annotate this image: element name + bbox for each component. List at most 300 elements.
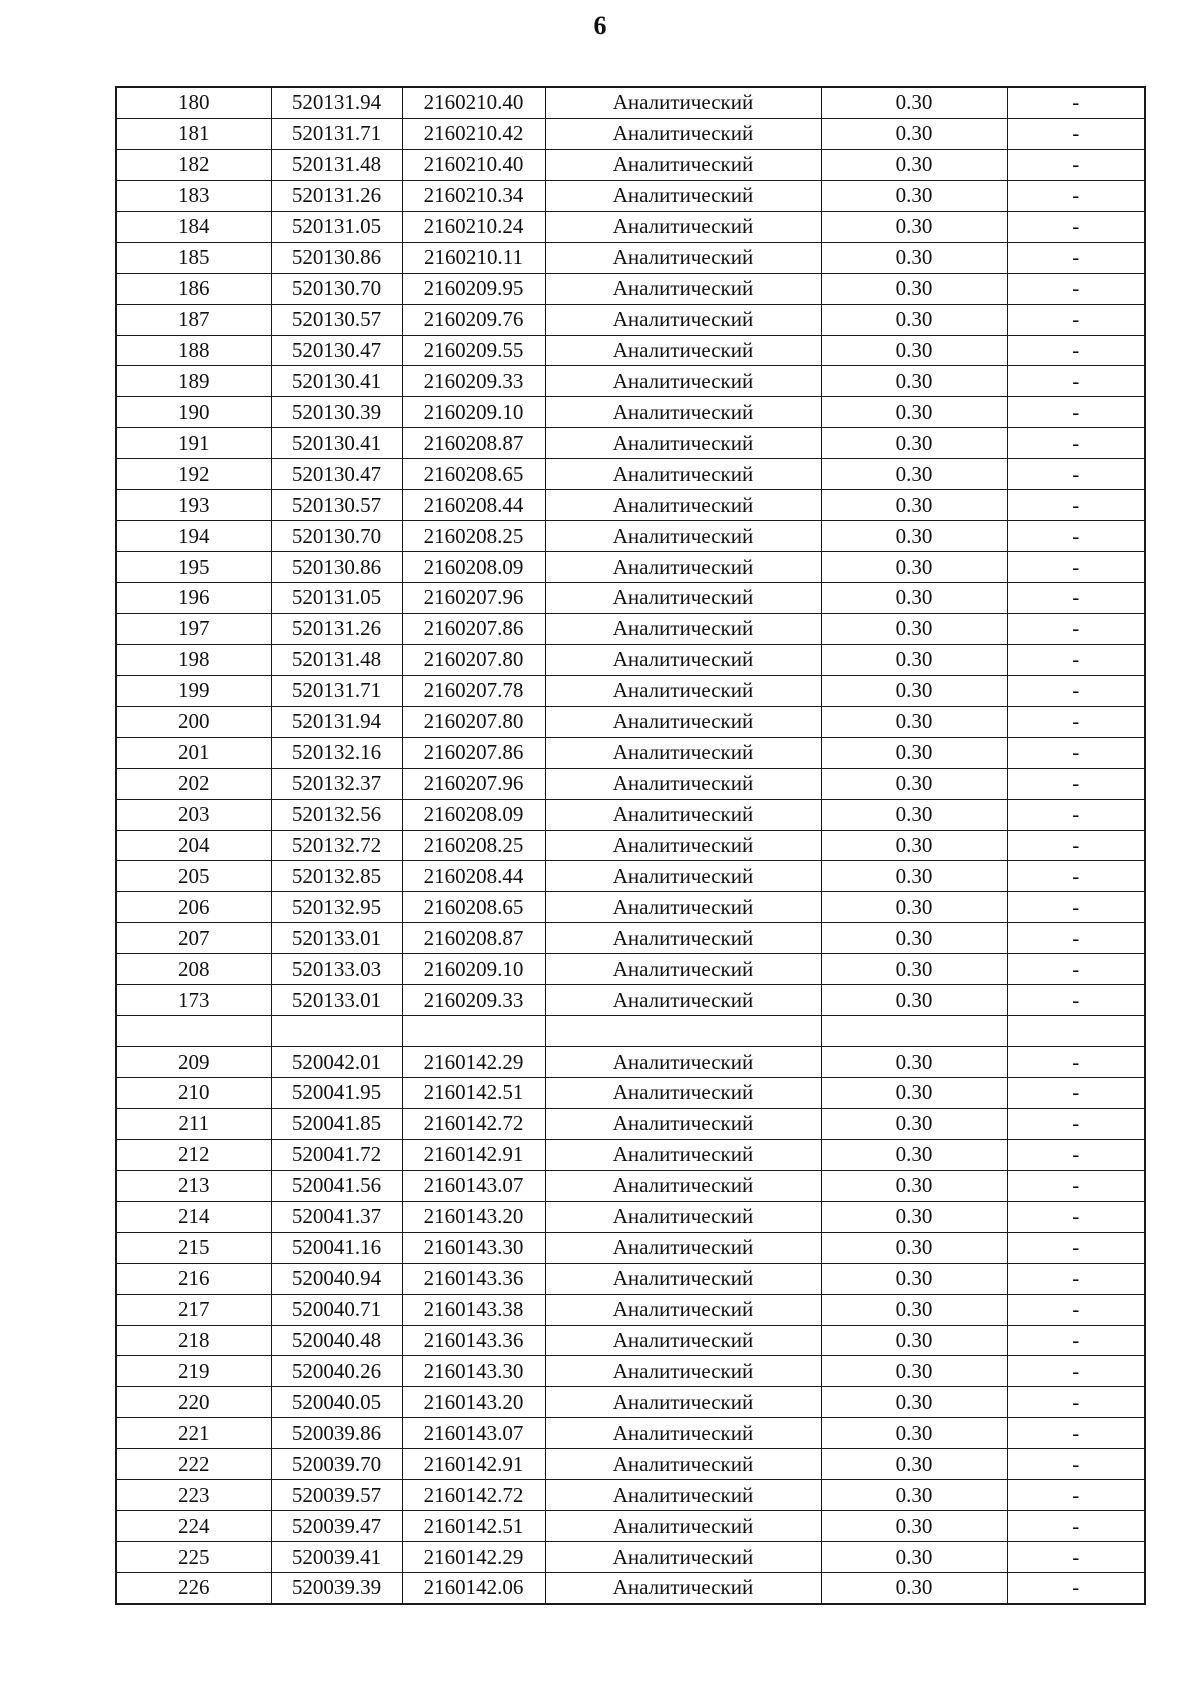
y-coordinate-cell: 2160142.06 bbox=[402, 1573, 545, 1604]
x-coordinate-cell: 520131.48 bbox=[271, 149, 402, 180]
table-row bbox=[116, 644, 1145, 675]
note-cell: - bbox=[1007, 861, 1145, 892]
y-coordinate-cell: 2160209.55 bbox=[402, 335, 545, 366]
y-coordinate-cell: 2160210.34 bbox=[402, 180, 545, 211]
y-coordinate-cell: 2160142.91 bbox=[402, 1139, 545, 1170]
accuracy-cell: 0.30 bbox=[821, 335, 1007, 366]
x-coordinate-cell: 520041.72 bbox=[271, 1139, 402, 1170]
note-cell: - bbox=[1007, 675, 1145, 706]
y-coordinate-cell: 2160209.95 bbox=[402, 273, 545, 304]
point-number-cell: 190 bbox=[116, 397, 271, 428]
y-coordinate-cell: 2160207.80 bbox=[402, 644, 545, 675]
x-coordinate-cell: 520131.05 bbox=[271, 583, 402, 614]
table-row bbox=[116, 1480, 1145, 1511]
note-cell: - bbox=[1007, 490, 1145, 521]
note-cell: - bbox=[1007, 1449, 1145, 1480]
accuracy-cell: 0.30 bbox=[821, 1387, 1007, 1418]
note-cell: - bbox=[1007, 644, 1145, 675]
x-coordinate-cell: 520039.39 bbox=[271, 1573, 402, 1604]
y-coordinate-cell: 2160210.42 bbox=[402, 118, 545, 149]
accuracy-cell: 0.30 bbox=[821, 242, 1007, 273]
method-cell: Аналитический bbox=[545, 552, 821, 583]
x-coordinate-cell: 520130.41 bbox=[271, 366, 402, 397]
table-row bbox=[116, 706, 1145, 737]
point-number-cell: 188 bbox=[116, 335, 271, 366]
x-coordinate-cell: 520041.37 bbox=[271, 1201, 402, 1232]
table-row bbox=[116, 613, 1145, 644]
table-row bbox=[116, 1542, 1145, 1573]
x-coordinate-cell: 520040.94 bbox=[271, 1263, 402, 1294]
method-cell: Аналитический bbox=[545, 1356, 821, 1387]
y-coordinate-cell: 2160208.65 bbox=[402, 892, 545, 923]
y-coordinate-cell: 2160207.96 bbox=[402, 583, 545, 614]
y-coordinate-cell: 2160142.51 bbox=[402, 1511, 545, 1542]
y-coordinate-cell: 2160207.78 bbox=[402, 675, 545, 706]
method-cell: Аналитический bbox=[545, 644, 821, 675]
note-cell: - bbox=[1007, 1325, 1145, 1356]
method-cell: Аналитический bbox=[545, 985, 821, 1016]
accuracy-cell: 0.30 bbox=[821, 892, 1007, 923]
table-row bbox=[116, 1263, 1145, 1294]
page-number: 6 bbox=[593, 11, 607, 40]
note-cell: - bbox=[1007, 242, 1145, 273]
note-cell: - bbox=[1007, 1573, 1145, 1604]
y-coordinate-cell: 2160208.65 bbox=[402, 459, 545, 490]
method-cell: Аналитический bbox=[545, 954, 821, 985]
point-number-cell: 215 bbox=[116, 1232, 271, 1263]
y-coordinate-cell: 2160207.80 bbox=[402, 706, 545, 737]
y-coordinate-cell: 2160143.30 bbox=[402, 1232, 545, 1263]
point-number-cell: 220 bbox=[116, 1387, 271, 1418]
x-coordinate-cell: 520130.86 bbox=[271, 242, 402, 273]
accuracy-cell: 0.30 bbox=[821, 799, 1007, 830]
y-coordinate-cell: 2160208.44 bbox=[402, 490, 545, 521]
note-cell: - bbox=[1007, 552, 1145, 583]
table-row bbox=[116, 1201, 1145, 1232]
note-cell: - bbox=[1007, 1201, 1145, 1232]
table-row bbox=[116, 273, 1145, 304]
x-coordinate-cell: 520131.94 bbox=[271, 706, 402, 737]
table-row bbox=[116, 459, 1145, 490]
point-number-cell: 181 bbox=[116, 118, 271, 149]
x-coordinate-cell: 520039.86 bbox=[271, 1418, 402, 1449]
table-row bbox=[116, 490, 1145, 521]
x-coordinate-cell: 520130.39 bbox=[271, 397, 402, 428]
method-cell: Аналитический bbox=[545, 1263, 821, 1294]
method-cell: Аналитический bbox=[545, 861, 821, 892]
note-cell: - bbox=[1007, 1139, 1145, 1170]
point-number-cell: 202 bbox=[116, 768, 271, 799]
x-coordinate-cell: 520130.86 bbox=[271, 552, 402, 583]
method-cell bbox=[545, 1016, 821, 1047]
accuracy-cell: 0.30 bbox=[821, 1201, 1007, 1232]
note-cell: - bbox=[1007, 211, 1145, 242]
method-cell: Аналитический bbox=[545, 1294, 821, 1325]
note-cell: - bbox=[1007, 1294, 1145, 1325]
point-number-cell: 187 bbox=[116, 304, 271, 335]
table-row bbox=[116, 1232, 1145, 1263]
x-coordinate-cell: 520041.95 bbox=[271, 1078, 402, 1109]
x-coordinate-cell: 520133.03 bbox=[271, 954, 402, 985]
point-number-cell: 212 bbox=[116, 1139, 271, 1170]
y-coordinate-cell: 2160143.36 bbox=[402, 1263, 545, 1294]
x-coordinate-cell: 520041.16 bbox=[271, 1232, 402, 1263]
table-row bbox=[116, 335, 1145, 366]
y-coordinate-cell bbox=[402, 1016, 545, 1047]
x-coordinate-cell: 520130.70 bbox=[271, 273, 402, 304]
point-number-cell: 197 bbox=[116, 613, 271, 644]
note-cell: - bbox=[1007, 397, 1145, 428]
accuracy-cell: 0.30 bbox=[821, 1108, 1007, 1139]
point-number-cell: 186 bbox=[116, 273, 271, 304]
note-cell: - bbox=[1007, 923, 1145, 954]
y-coordinate-cell: 2160207.86 bbox=[402, 613, 545, 644]
accuracy-cell: 0.30 bbox=[821, 304, 1007, 335]
point-number-cell: 211 bbox=[116, 1108, 271, 1139]
method-cell: Аналитический bbox=[545, 768, 821, 799]
method-cell: Аналитический bbox=[545, 675, 821, 706]
y-coordinate-cell: 2160209.10 bbox=[402, 954, 545, 985]
y-coordinate-cell: 2160143.30 bbox=[402, 1356, 545, 1387]
accuracy-cell: 0.30 bbox=[821, 1573, 1007, 1604]
table-row bbox=[116, 1511, 1145, 1542]
note-cell: - bbox=[1007, 366, 1145, 397]
point-number-cell: 183 bbox=[116, 180, 271, 211]
note-cell: - bbox=[1007, 799, 1145, 830]
y-coordinate-cell: 2160143.20 bbox=[402, 1387, 545, 1418]
accuracy-cell: 0.30 bbox=[821, 1139, 1007, 1170]
point-number-cell: 224 bbox=[116, 1511, 271, 1542]
note-cell: - bbox=[1007, 149, 1145, 180]
note-cell: - bbox=[1007, 273, 1145, 304]
method-cell: Аналитический bbox=[545, 242, 821, 273]
note-cell: - bbox=[1007, 335, 1145, 366]
method-cell: Аналитический bbox=[545, 892, 821, 923]
note-cell: - bbox=[1007, 118, 1145, 149]
table-row bbox=[116, 675, 1145, 706]
table-row bbox=[116, 985, 1145, 1016]
note-cell: - bbox=[1007, 304, 1145, 335]
point-number-cell: 217 bbox=[116, 1294, 271, 1325]
accuracy-cell: 0.30 bbox=[821, 675, 1007, 706]
note-cell: - bbox=[1007, 1232, 1145, 1263]
method-cell: Аналитический bbox=[545, 583, 821, 614]
method-cell: Аналитический bbox=[545, 87, 821, 118]
x-coordinate-cell: 520041.85 bbox=[271, 1108, 402, 1139]
note-cell: - bbox=[1007, 613, 1145, 644]
x-coordinate-cell: 520039.47 bbox=[271, 1511, 402, 1542]
x-coordinate-cell: 520132.56 bbox=[271, 799, 402, 830]
y-coordinate-cell: 2160208.87 bbox=[402, 428, 545, 459]
y-coordinate-cell: 2160207.96 bbox=[402, 768, 545, 799]
note-cell: - bbox=[1007, 521, 1145, 552]
point-number-cell: 198 bbox=[116, 644, 271, 675]
method-cell: Аналитический bbox=[545, 1449, 821, 1480]
table-row bbox=[116, 954, 1145, 985]
accuracy-cell: 0.30 bbox=[821, 87, 1007, 118]
table-row bbox=[116, 1387, 1145, 1418]
method-cell: Аналитический bbox=[545, 1480, 821, 1511]
table-row bbox=[116, 366, 1145, 397]
point-number-cell: 214 bbox=[116, 1201, 271, 1232]
point-number-cell: 204 bbox=[116, 830, 271, 861]
method-cell: Аналитический bbox=[545, 118, 821, 149]
point-number-cell: 185 bbox=[116, 242, 271, 273]
y-coordinate-cell: 2160143.38 bbox=[402, 1294, 545, 1325]
note-cell: - bbox=[1007, 1542, 1145, 1573]
y-coordinate-cell: 2160143.20 bbox=[402, 1201, 545, 1232]
table-row bbox=[116, 118, 1145, 149]
y-coordinate-cell: 2160209.33 bbox=[402, 366, 545, 397]
table-row bbox=[116, 397, 1145, 428]
x-coordinate-cell: 520040.26 bbox=[271, 1356, 402, 1387]
table-row bbox=[116, 428, 1145, 459]
x-coordinate-cell: 520132.16 bbox=[271, 737, 402, 768]
accuracy-cell: 0.30 bbox=[821, 1449, 1007, 1480]
x-coordinate-cell: 520130.47 bbox=[271, 459, 402, 490]
x-coordinate-cell: 520040.05 bbox=[271, 1387, 402, 1418]
x-coordinate-cell: 520040.71 bbox=[271, 1294, 402, 1325]
point-number-cell: 201 bbox=[116, 737, 271, 768]
method-cell: Аналитический bbox=[545, 490, 821, 521]
x-coordinate-cell: 520132.72 bbox=[271, 830, 402, 861]
method-cell: Аналитический bbox=[545, 1108, 821, 1139]
accuracy-cell: 0.30 bbox=[821, 954, 1007, 985]
point-number-cell: 226 bbox=[116, 1573, 271, 1604]
accuracy-cell: 0.30 bbox=[821, 180, 1007, 211]
method-cell: Аналитический bbox=[545, 1078, 821, 1109]
accuracy-cell: 0.30 bbox=[821, 366, 1007, 397]
accuracy-cell: 0.30 bbox=[821, 397, 1007, 428]
accuracy-cell: 0.30 bbox=[821, 1170, 1007, 1201]
accuracy-cell: 0.30 bbox=[821, 459, 1007, 490]
method-cell: Аналитический bbox=[545, 1232, 821, 1263]
method-cell: Аналитический bbox=[545, 335, 821, 366]
accuracy-cell: 0.30 bbox=[821, 985, 1007, 1016]
note-cell: - bbox=[1007, 87, 1145, 118]
note-cell: - bbox=[1007, 1108, 1145, 1139]
accuracy-cell: 0.30 bbox=[821, 1263, 1007, 1294]
y-coordinate-cell: 2160209.33 bbox=[402, 985, 545, 1016]
table-row bbox=[116, 1356, 1145, 1387]
y-coordinate-cell: 2160142.72 bbox=[402, 1108, 545, 1139]
method-cell: Аналитический bbox=[545, 1511, 821, 1542]
note-cell: - bbox=[1007, 892, 1145, 923]
table-row bbox=[116, 304, 1145, 335]
note-cell: - bbox=[1007, 1418, 1145, 1449]
note-cell: - bbox=[1007, 1480, 1145, 1511]
point-number-cell: 194 bbox=[116, 521, 271, 552]
point-number-cell: 195 bbox=[116, 552, 271, 583]
accuracy-cell: 0.30 bbox=[821, 1480, 1007, 1511]
table-row bbox=[116, 861, 1145, 892]
x-coordinate-cell: 520133.01 bbox=[271, 923, 402, 954]
accuracy-cell: 0.30 bbox=[821, 1047, 1007, 1078]
note-cell: - bbox=[1007, 1170, 1145, 1201]
point-number-cell: 225 bbox=[116, 1542, 271, 1573]
table-row bbox=[116, 737, 1145, 768]
method-cell: Аналитический bbox=[545, 1139, 821, 1170]
y-coordinate-cell: 2160209.10 bbox=[402, 397, 545, 428]
point-number-cell: 182 bbox=[116, 149, 271, 180]
table-row bbox=[116, 892, 1145, 923]
x-coordinate-cell: 520131.26 bbox=[271, 180, 402, 211]
method-cell: Аналитический bbox=[545, 1047, 821, 1078]
accuracy-cell bbox=[821, 1016, 1007, 1047]
table-row bbox=[116, 87, 1145, 118]
accuracy-cell: 0.30 bbox=[821, 149, 1007, 180]
method-cell: Аналитический bbox=[545, 459, 821, 490]
y-coordinate-cell: 2160143.07 bbox=[402, 1418, 545, 1449]
y-coordinate-cell: 2160143.36 bbox=[402, 1325, 545, 1356]
point-number-cell: 205 bbox=[116, 861, 271, 892]
table-row bbox=[116, 180, 1145, 211]
method-cell: Аналитический bbox=[545, 613, 821, 644]
point-number-cell: 216 bbox=[116, 1263, 271, 1294]
x-coordinate-cell: 520039.57 bbox=[271, 1480, 402, 1511]
method-cell: Аналитический bbox=[545, 706, 821, 737]
point-number-cell: 173 bbox=[116, 985, 271, 1016]
note-cell: - bbox=[1007, 768, 1145, 799]
method-cell: Аналитический bbox=[545, 737, 821, 768]
point-number-cell: 193 bbox=[116, 490, 271, 521]
table-row bbox=[116, 1139, 1145, 1170]
x-coordinate-cell: 520132.37 bbox=[271, 768, 402, 799]
y-coordinate-cell: 2160142.51 bbox=[402, 1078, 545, 1109]
accuracy-cell: 0.30 bbox=[821, 490, 1007, 521]
method-cell: Аналитический bbox=[545, 1387, 821, 1418]
y-coordinate-cell: 2160209.76 bbox=[402, 304, 545, 335]
table-row bbox=[116, 1016, 1145, 1047]
x-coordinate-cell: 520132.85 bbox=[271, 861, 402, 892]
y-coordinate-cell: 2160210.40 bbox=[402, 149, 545, 180]
x-coordinate-cell: 520131.71 bbox=[271, 118, 402, 149]
x-coordinate-cell: 520131.94 bbox=[271, 87, 402, 118]
accuracy-cell: 0.30 bbox=[821, 861, 1007, 892]
point-number-cell: 218 bbox=[116, 1325, 271, 1356]
coordinates-table-body bbox=[116, 87, 1145, 1604]
accuracy-cell: 0.30 bbox=[821, 521, 1007, 552]
x-coordinate-cell: 520130.57 bbox=[271, 304, 402, 335]
y-coordinate-cell: 2160210.11 bbox=[402, 242, 545, 273]
x-coordinate-cell: 520131.05 bbox=[271, 211, 402, 242]
y-coordinate-cell: 2160143.07 bbox=[402, 1170, 545, 1201]
method-cell: Аналитический bbox=[545, 397, 821, 428]
y-coordinate-cell: 2160210.24 bbox=[402, 211, 545, 242]
accuracy-cell: 0.30 bbox=[821, 1511, 1007, 1542]
note-cell: - bbox=[1007, 1356, 1145, 1387]
accuracy-cell: 0.30 bbox=[821, 211, 1007, 242]
accuracy-cell: 0.30 bbox=[821, 613, 1007, 644]
point-number-cell: 208 bbox=[116, 954, 271, 985]
accuracy-cell: 0.30 bbox=[821, 1232, 1007, 1263]
accuracy-cell: 0.30 bbox=[821, 273, 1007, 304]
point-number-cell: 206 bbox=[116, 892, 271, 923]
table-row bbox=[116, 923, 1145, 954]
x-coordinate-cell: 520131.48 bbox=[271, 644, 402, 675]
point-number-cell: 191 bbox=[116, 428, 271, 459]
x-coordinate-cell: 520133.01 bbox=[271, 985, 402, 1016]
method-cell: Аналитический bbox=[545, 428, 821, 459]
note-cell: - bbox=[1007, 1047, 1145, 1078]
method-cell: Аналитический bbox=[545, 830, 821, 861]
x-coordinate-cell: 520041.56 bbox=[271, 1170, 402, 1201]
accuracy-cell: 0.30 bbox=[821, 1325, 1007, 1356]
accuracy-cell: 0.30 bbox=[821, 1294, 1007, 1325]
x-coordinate-cell: 520039.70 bbox=[271, 1449, 402, 1480]
x-coordinate-cell: 520130.41 bbox=[271, 428, 402, 459]
table-row bbox=[116, 1325, 1145, 1356]
y-coordinate-cell: 2160142.91 bbox=[402, 1449, 545, 1480]
method-cell: Аналитический bbox=[545, 1542, 821, 1573]
table-row bbox=[116, 211, 1145, 242]
x-coordinate-cell: 520130.57 bbox=[271, 490, 402, 521]
table-row bbox=[116, 583, 1145, 614]
point-number-cell: 189 bbox=[116, 366, 271, 397]
method-cell: Аналитический bbox=[545, 366, 821, 397]
table-row bbox=[116, 1418, 1145, 1449]
point-number-cell: 192 bbox=[116, 459, 271, 490]
method-cell: Аналитический bbox=[545, 1325, 821, 1356]
method-cell: Аналитический bbox=[545, 304, 821, 335]
accuracy-cell: 0.30 bbox=[821, 737, 1007, 768]
accuracy-cell: 0.30 bbox=[821, 768, 1007, 799]
accuracy-cell: 0.30 bbox=[821, 706, 1007, 737]
note-cell bbox=[1007, 1016, 1145, 1047]
note-cell: - bbox=[1007, 1078, 1145, 1109]
point-number-cell: 219 bbox=[116, 1356, 271, 1387]
point-number-cell: 223 bbox=[116, 1480, 271, 1511]
y-coordinate-cell: 2160208.25 bbox=[402, 830, 545, 861]
y-coordinate-cell: 2160208.09 bbox=[402, 552, 545, 583]
note-cell: - bbox=[1007, 706, 1145, 737]
x-coordinate-cell: 520040.48 bbox=[271, 1325, 402, 1356]
method-cell: Аналитический bbox=[545, 799, 821, 830]
method-cell: Аналитический bbox=[545, 521, 821, 552]
table-row bbox=[116, 1573, 1145, 1604]
x-coordinate-cell: 520130.47 bbox=[271, 335, 402, 366]
method-cell: Аналитический bbox=[545, 923, 821, 954]
y-coordinate-cell: 2160207.86 bbox=[402, 737, 545, 768]
note-cell: - bbox=[1007, 737, 1145, 768]
point-number-cell: 200 bbox=[116, 706, 271, 737]
note-cell: - bbox=[1007, 954, 1145, 985]
y-coordinate-cell: 2160210.40 bbox=[402, 87, 545, 118]
y-coordinate-cell: 2160142.29 bbox=[402, 1542, 545, 1573]
point-number-cell: 210 bbox=[116, 1078, 271, 1109]
note-cell: - bbox=[1007, 459, 1145, 490]
y-coordinate-cell: 2160208.87 bbox=[402, 923, 545, 954]
table-row bbox=[116, 149, 1145, 180]
table-row bbox=[116, 768, 1145, 799]
x-coordinate-cell: 520042.01 bbox=[271, 1047, 402, 1078]
point-number-cell: 209 bbox=[116, 1047, 271, 1078]
table-row bbox=[116, 521, 1145, 552]
table-row bbox=[116, 830, 1145, 861]
method-cell: Аналитический bbox=[545, 180, 821, 211]
table-row bbox=[116, 1449, 1145, 1480]
method-cell: Аналитический bbox=[545, 1418, 821, 1449]
x-coordinate-cell: 520039.41 bbox=[271, 1542, 402, 1573]
method-cell: Аналитический bbox=[545, 1573, 821, 1604]
point-number-cell: 184 bbox=[116, 211, 271, 242]
method-cell: Аналитический bbox=[545, 1201, 821, 1232]
point-number-cell: 213 bbox=[116, 1170, 271, 1201]
accuracy-cell: 0.30 bbox=[821, 644, 1007, 675]
table-row bbox=[116, 1108, 1145, 1139]
y-coordinate-cell: 2160208.44 bbox=[402, 861, 545, 892]
accuracy-cell: 0.30 bbox=[821, 583, 1007, 614]
